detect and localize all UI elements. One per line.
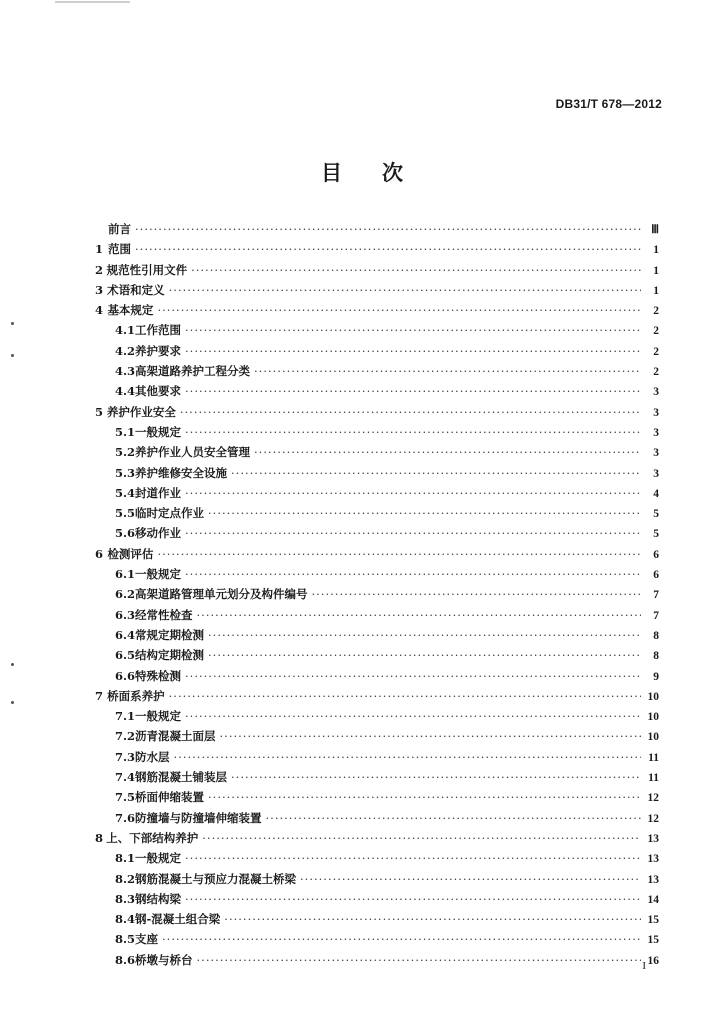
toc-entry-number: 5 bbox=[95, 404, 104, 419]
toc-entry-page: 1 bbox=[653, 244, 659, 257]
toc-entry[interactable] bbox=[95, 465, 659, 485]
toc-entry-title: 钢-混凝土组合梁 bbox=[135, 912, 221, 927]
toc-entry[interactable] bbox=[95, 607, 659, 627]
toc-entry-number: 5.2 bbox=[115, 445, 136, 460]
toc-entry-number: 7.6 bbox=[115, 810, 136, 825]
toc-entry-title: 养护作业安全 bbox=[106, 404, 176, 419]
toc-entry-number: 4.3 bbox=[115, 364, 136, 379]
toc-entry-page: 13 bbox=[647, 873, 659, 886]
toc-entry-number: 4.4 bbox=[115, 384, 136, 399]
dot-leader bbox=[157, 303, 641, 317]
toc-entry-page: 3 bbox=[653, 406, 659, 419]
dot-leader bbox=[169, 689, 641, 703]
toc-entry-title: 封道作业 bbox=[135, 485, 182, 500]
toc-entry[interactable] bbox=[95, 952, 659, 972]
toc-entry-title: 高架道路管理单元划分及构件编号 bbox=[135, 587, 308, 602]
toc-entry-number: 8.1 bbox=[115, 851, 136, 866]
toc-entry-title: 钢结构梁 bbox=[135, 891, 182, 906]
toc-entry[interactable] bbox=[95, 688, 659, 708]
page-title: 目次 bbox=[321, 160, 443, 185]
toc-entry-page: 6 bbox=[653, 569, 659, 582]
scan-speck bbox=[11, 701, 14, 704]
toc-entry-page: 12 bbox=[647, 792, 659, 805]
toc-entry-title: 常规定期检测 bbox=[135, 627, 205, 642]
toc-entry[interactable] bbox=[95, 566, 659, 586]
toc-entry-number: 5.5 bbox=[115, 506, 136, 521]
toc-entry[interactable] bbox=[95, 728, 659, 748]
toc-entry-title: 支座 bbox=[135, 932, 159, 947]
dot-leader bbox=[185, 425, 641, 439]
dot-leader bbox=[185, 567, 641, 581]
dot-leader bbox=[208, 648, 641, 662]
toc-entry-number: 5.6 bbox=[115, 526, 136, 541]
toc-entry-title: 一般规定 bbox=[135, 709, 182, 724]
toc-entry-title: 一般规定 bbox=[135, 424, 182, 439]
toc-entry[interactable] bbox=[95, 931, 659, 951]
toc-entry-title: 高架道路养护工程分类 bbox=[135, 364, 251, 379]
dot-leader bbox=[162, 932, 641, 946]
toc-entry-number: 6.1 bbox=[115, 567, 136, 582]
toc-entry-title: 基本规定 bbox=[107, 303, 154, 318]
toc-entry-number: 6.3 bbox=[115, 607, 136, 622]
dot-leader bbox=[197, 953, 641, 967]
toc-entry[interactable] bbox=[95, 221, 659, 241]
toc-entry-number: 8.5 bbox=[115, 932, 136, 947]
toc-entry-number: 5.4 bbox=[115, 485, 136, 500]
toc-entry-page: 7 bbox=[653, 609, 659, 622]
toc-entry-title: 临时定点作业 bbox=[135, 506, 205, 521]
toc-entry-title: 一般规定 bbox=[135, 851, 182, 866]
toc-entry-page: 15 bbox=[647, 914, 659, 927]
toc-entry-number: 7.1 bbox=[115, 709, 136, 724]
toc-entry[interactable] bbox=[95, 383, 659, 403]
toc-entry-page: 3 bbox=[653, 447, 659, 460]
toc-entry-page: 2 bbox=[653, 345, 659, 358]
toc-entry-title: 范围 bbox=[108, 242, 132, 257]
toc-entry-number: 4.2 bbox=[115, 343, 136, 358]
toc-entry-page: 11 bbox=[648, 772, 659, 785]
toc-entry-page: 8 bbox=[653, 650, 659, 663]
toc-entry-page: Ⅲ bbox=[651, 224, 659, 236]
toc-entry[interactable] bbox=[95, 546, 659, 566]
toc-entry-title: 桥面系养护 bbox=[107, 688, 165, 703]
toc-entry-title: 移动作业 bbox=[135, 526, 182, 541]
dot-leader bbox=[266, 811, 641, 825]
toc-entry[interactable] bbox=[95, 262, 659, 282]
dot-leader bbox=[185, 892, 641, 906]
toc-entry-page: 10 bbox=[647, 731, 659, 744]
toc-entry[interactable] bbox=[95, 322, 659, 342]
toc-entry-number: 6.2 bbox=[115, 587, 136, 602]
dot-leader bbox=[185, 323, 641, 337]
toc-entry[interactable] bbox=[95, 749, 659, 769]
toc-entry-title: 检测评估 bbox=[107, 546, 154, 561]
toc-entry[interactable] bbox=[95, 485, 659, 505]
toc-entry-page: 5 bbox=[653, 528, 659, 541]
toc-entry[interactable] bbox=[95, 871, 659, 891]
dot-leader bbox=[185, 344, 641, 358]
toc-entry-title: 术语和定义 bbox=[107, 282, 165, 297]
toc-entry-page: 11 bbox=[648, 751, 659, 764]
toc-entry-title: 防水层 bbox=[135, 749, 170, 764]
toc-entry[interactable] bbox=[95, 891, 659, 911]
dot-leader bbox=[208, 790, 641, 804]
toc-entry-title: 规范性引用文件 bbox=[106, 262, 188, 277]
toc-entry-number: 3 bbox=[95, 282, 104, 297]
toc-entry-page: 10 bbox=[647, 690, 659, 703]
dot-leader bbox=[185, 526, 641, 540]
toc-entry-page: 13 bbox=[647, 832, 659, 845]
toc-entry-number: 8.2 bbox=[115, 871, 136, 886]
toc-entry-page: 2 bbox=[653, 366, 659, 379]
toc-entry-number: 8.4 bbox=[115, 912, 136, 927]
toc-entry-title: 上、下部结构养护 bbox=[106, 830, 199, 845]
toc-entry-number: 8.6 bbox=[115, 952, 136, 967]
toc-entry-title: 桥墩与桥台 bbox=[135, 952, 193, 967]
toc-entry-title: 前言 bbox=[108, 222, 132, 236]
toc-entry[interactable] bbox=[95, 586, 659, 606]
toc-entry[interactable] bbox=[95, 708, 659, 728]
dot-leader bbox=[197, 608, 641, 622]
toc-entry-page: 3 bbox=[653, 426, 659, 439]
toc-entry-number: 6.6 bbox=[115, 668, 136, 683]
toc-entry-title: 经常性检查 bbox=[135, 607, 193, 622]
dot-leader bbox=[254, 445, 641, 459]
dot-leader bbox=[191, 263, 641, 277]
toc-entry-title: 特殊检测 bbox=[135, 668, 182, 683]
page-number: I bbox=[642, 960, 646, 972]
dot-leader bbox=[135, 242, 641, 256]
dot-leader bbox=[169, 283, 641, 297]
toc-entry-title: 钢筋混凝土铺装层 bbox=[135, 770, 228, 785]
scan-speck bbox=[11, 354, 14, 357]
dot-leader bbox=[224, 912, 641, 926]
toc-entry[interactable] bbox=[95, 525, 659, 545]
toc-entry[interactable] bbox=[95, 769, 659, 789]
toc-entry-page: 14 bbox=[647, 893, 659, 906]
toc-entry-page: 7 bbox=[653, 589, 659, 602]
dot-leader bbox=[185, 709, 641, 723]
dot-leader bbox=[231, 466, 641, 480]
toc-entry-page: 3 bbox=[653, 467, 659, 480]
dot-leader bbox=[254, 364, 641, 378]
dot-leader bbox=[300, 872, 641, 886]
toc-entry-title: 养护要求 bbox=[135, 343, 182, 358]
toc-entry-number: 4.1 bbox=[115, 323, 136, 338]
toc-entry-page: 16 bbox=[647, 954, 659, 967]
toc-entry-page: 13 bbox=[647, 853, 659, 866]
toc-entry-title: 养护作业人员安全管理 bbox=[135, 445, 251, 460]
toc-entry-number: 5.1 bbox=[115, 424, 136, 439]
toc-entry-title: 防撞墙与防撞墙伸缩装置 bbox=[135, 810, 262, 825]
toc-entry-page: 5 bbox=[653, 508, 659, 521]
toc-entry[interactable] bbox=[95, 363, 659, 383]
toc-entry-number: 7.5 bbox=[115, 790, 136, 805]
toc-entry-number: 8 bbox=[95, 830, 104, 845]
toc-entry-title: 沥青混凝土面层 bbox=[135, 729, 216, 744]
toc-entry[interactable] bbox=[95, 911, 659, 931]
dot-leader bbox=[174, 750, 641, 764]
toc-entry-title: 工作范围 bbox=[135, 323, 182, 338]
toc-entry-page: 15 bbox=[647, 934, 659, 947]
dot-leader bbox=[185, 486, 641, 500]
toc-entry[interactable] bbox=[95, 830, 659, 850]
dot-leader bbox=[208, 506, 641, 520]
toc-entry-title: 结构定期检测 bbox=[135, 648, 205, 663]
toc-entry-number: 6.5 bbox=[115, 648, 136, 663]
toc-entry-title: 桥面伸缩装置 bbox=[135, 790, 205, 805]
toc-entry[interactable] bbox=[95, 282, 659, 302]
toc-entry-page: 10 bbox=[647, 711, 659, 724]
toc-entry[interactable] bbox=[95, 343, 659, 363]
toc-entry-page: 12 bbox=[647, 812, 659, 825]
toc-entry-number: 7.4 bbox=[115, 770, 136, 785]
dot-leader bbox=[185, 384, 641, 398]
dot-leader bbox=[135, 222, 641, 236]
dot-leader bbox=[157, 547, 641, 561]
toc-entry-number: 7.3 bbox=[115, 749, 136, 764]
toc-entry[interactable] bbox=[95, 424, 659, 444]
dot-leader bbox=[180, 405, 641, 419]
toc-entry[interactable] bbox=[95, 505, 659, 525]
toc-entry-page: 9 bbox=[653, 670, 659, 683]
dot-leader bbox=[185, 851, 641, 865]
dot-leader bbox=[220, 729, 641, 743]
toc-entry[interactable] bbox=[95, 850, 659, 870]
toc-entry-title: 养护维修安全设施 bbox=[135, 465, 228, 480]
toc-entry[interactable] bbox=[95, 627, 659, 647]
toc-entry-number: 8.3 bbox=[115, 891, 136, 906]
toc-entry-title: 其他要求 bbox=[135, 384, 182, 399]
dot-leader bbox=[202, 831, 641, 845]
toc-entry-page: 4 bbox=[653, 487, 659, 500]
toc-entry-page: 2 bbox=[653, 325, 659, 338]
toc-entry-number: 5.3 bbox=[115, 465, 136, 480]
toc-entry[interactable] bbox=[95, 302, 659, 322]
table-of-contents bbox=[95, 221, 659, 972]
toc-entry-number: 1 bbox=[95, 242, 104, 257]
toc-entry-page: 3 bbox=[653, 386, 659, 399]
toc-entry-page: 1 bbox=[653, 264, 659, 277]
toc-entry-number: 7.2 bbox=[115, 729, 136, 744]
dot-leader bbox=[231, 770, 641, 784]
toc-entry[interactable] bbox=[95, 647, 659, 667]
toc-entry-page: 1 bbox=[653, 284, 659, 297]
scan-edge-mark bbox=[55, 1, 130, 3]
toc-entry-page: 6 bbox=[653, 548, 659, 561]
dot-leader bbox=[185, 669, 641, 683]
toc-entry-title: 一般规定 bbox=[135, 567, 182, 582]
toc-entry[interactable] bbox=[95, 810, 659, 830]
toc-entry[interactable] bbox=[95, 241, 659, 261]
scan-speck bbox=[11, 663, 14, 666]
toc-entry-number: 2 bbox=[95, 262, 104, 277]
dot-leader bbox=[312, 587, 641, 601]
toc-entry-number: 7 bbox=[95, 688, 104, 703]
toc-entry[interactable] bbox=[95, 444, 659, 464]
document-code: DB31/T 678—2012 bbox=[555, 97, 662, 111]
scan-speck bbox=[11, 322, 14, 325]
toc-entry-title: 钢筋混凝土与预应力混凝土桥梁 bbox=[135, 871, 297, 886]
toc-entry-number: 6 bbox=[95, 546, 104, 561]
toc-entry[interactable] bbox=[95, 789, 659, 809]
toc-entry-number: 4 bbox=[95, 303, 104, 318]
toc-entry[interactable] bbox=[95, 668, 659, 688]
toc-entry[interactable] bbox=[95, 404, 659, 424]
dot-leader bbox=[208, 628, 641, 642]
toc-entry-page: 8 bbox=[653, 629, 659, 642]
toc-entry-page: 2 bbox=[653, 305, 659, 318]
toc-entry-number: 6.4 bbox=[115, 627, 136, 642]
